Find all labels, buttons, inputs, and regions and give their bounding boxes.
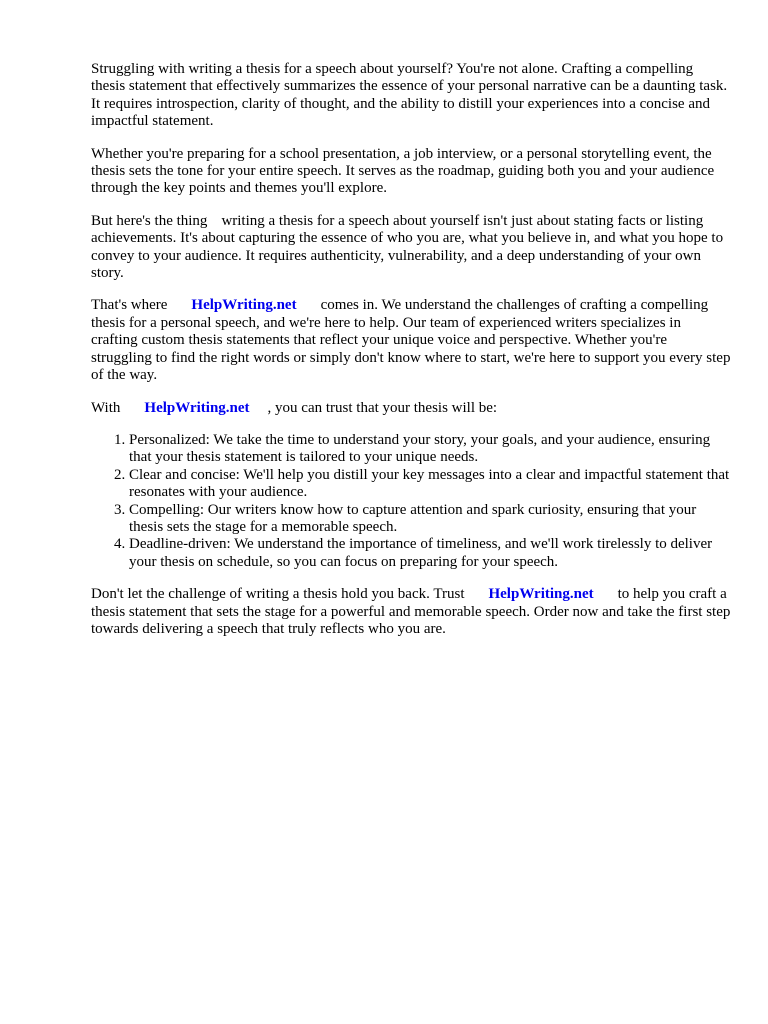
helpwriting-link[interactable]: HelpWriting.net: [488, 586, 594, 603]
closing-paragraph-start: Don't let the challenge of writing a thesis hold you back. Trust: [91, 586, 465, 603]
context-paragraph: Whether you're preparing for a school presentation, a job interview, or a personal storytelling event, the thesis sets the tone for your entire speech. It serves as the roadmap, guiding both you and your audience through the key points and themes you'll explore.: [91, 145, 715, 197]
benefits-list: [91, 432, 731, 571]
helpwriting-link[interactable]: HelpWriting.net: [144, 399, 250, 416]
service-paragraph-rest: comes in. We understand the challenges of crafting a compelling thesis for a personal speech, and we're here to help. Our team of experienced writers specializes in crafting custom thesis statements that reflect your unique voice and perspective. Whether you're struggling to find the right words or simply don't know where to start, we're here to support you every step of the way.: [91, 297, 731, 384]
helpwriting-link[interactable]: HelpWriting.net: [191, 297, 297, 314]
authenticity-paragraph-rest: writing a thesis for a speech about yourself isn't just about stating facts or listing achievements. It's about capturing the essence of who you are, what you believe in, and what you hope to convey to your audience. It requires authenticity, vulnerability, and a deep understanding of your own story.: [91, 212, 724, 282]
list-item: 3. Compelling: Our writers know how to capture attention and spark curiosity, ensuring that your thesis sets the stage for a memorable speech.: [129, 502, 731, 537]
closing-paragraph: [91, 586, 731, 638]
trust-paragraph: [91, 400, 731, 417]
trust-paragraph-start: With: [91, 399, 121, 416]
service-paragraph-start: That's where: [91, 297, 168, 314]
authenticity-paragraph: [91, 213, 731, 283]
closing-paragraph-rest: to help you craft a thesis statement that sets the stage for a powerful and memorable speech. Order now and take the first step towards delivering a speech that truly reflects who you are.: [91, 586, 731, 637]
list-item: 2. Clear and concise: We'll help you distill your key messages into a clear and impactful statement that resonates with your audience.: [129, 467, 731, 502]
intro-paragraph: Struggling with writing a thesis for a speech about yourself? You're not alone. Crafting a compelling thesis statement that effectively summarizes the essence of your personal narrative can be a daunting task. It requires introspection, clarity of thought, and the ability to distill your experiences into a concise and impactful statement.: [91, 61, 728, 130]
list-item: 4. Deadline-driven: We understand the importance of timeliness, and we'll work tirelessly to deliver your thesis on schedule, so you can focus on preparing for your speech.: [129, 536, 731, 571]
trust-paragraph-rest: , you can trust that your thesis will be:: [267, 399, 498, 416]
document-page: [91, 61, 731, 653]
service-paragraph: [91, 297, 731, 384]
list-item: 1. Personalized: We take the time to understand your story, your goals, and your audience, ensuring that your thesis statement is tailored to your unique needs.: [129, 432, 731, 467]
authenticity-paragraph-start: But here's the thing: [91, 212, 208, 229]
